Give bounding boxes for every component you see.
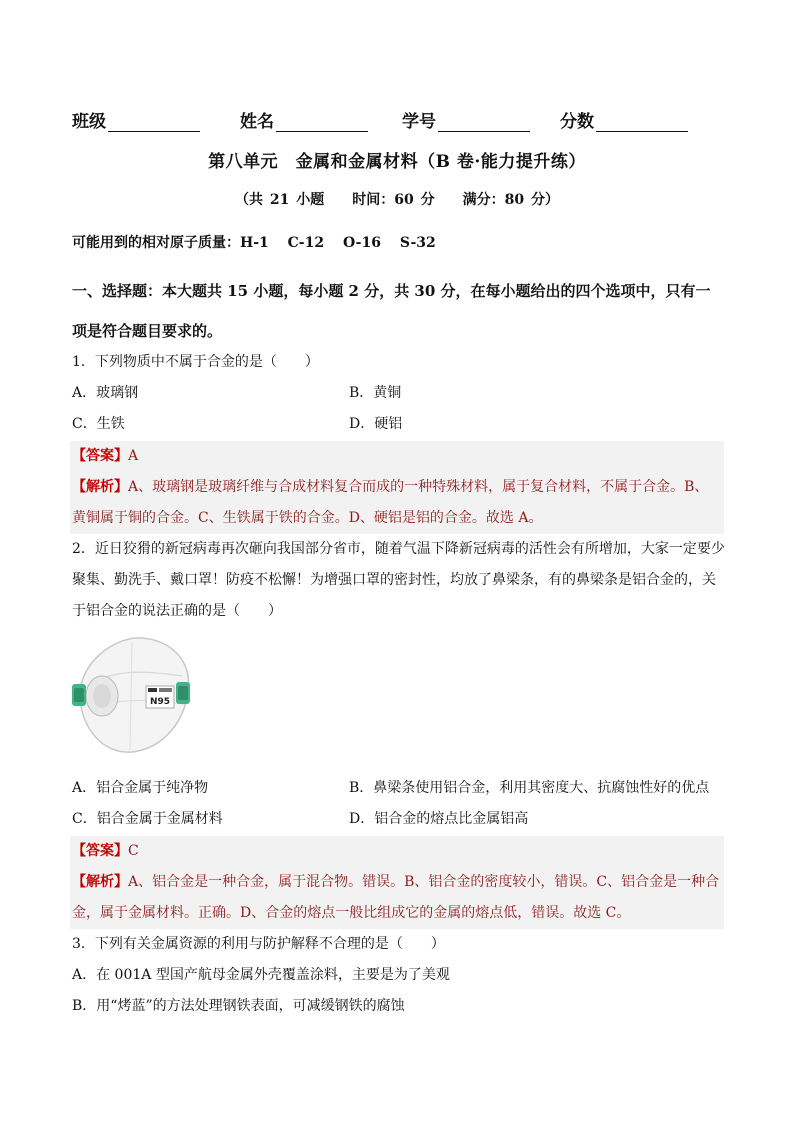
- student-id-label: 学号: [402, 112, 436, 132]
- answer-box-1: [70, 441, 724, 534]
- answer-value: A: [128, 448, 139, 464]
- option-a[interactable]: A．铝合金属于纯净物: [72, 780, 209, 796]
- option-b[interactable]: B．黄铜: [349, 385, 402, 401]
- exam-info: （共 21 小题 时间：60 分 满分：80 分）: [235, 192, 559, 208]
- option-row: [72, 804, 724, 835]
- option-c[interactable]: C．铝合金属于金属材料: [72, 811, 223, 827]
- option-row: [72, 378, 724, 409]
- answer-line: [70, 836, 724, 867]
- student-id-blank[interactable]: [438, 113, 530, 132]
- answer-tag: 【答案】: [72, 843, 128, 859]
- analysis-tag: 【解析】: [72, 874, 128, 890]
- atomic-masses: 可能用到的相对原子质量：H-1 C-12 O-16 S-32: [72, 235, 436, 251]
- name-label: 姓名: [240, 112, 274, 132]
- page-title: 第八单元 金属和金属材料（B 卷·能力提升练）: [208, 152, 586, 172]
- answer-value: C: [128, 843, 139, 859]
- question-stem-line: 于铝合金的说法正确的是（ ）: [72, 603, 282, 619]
- question-stem-line: 聚集、勤洗手、戴口罩！防疫不松懈！为增强口罩的密封性，均放了鼻梁条，有的鼻梁条是铝合金的，关: [72, 572, 716, 588]
- option-b[interactable]: B．鼻梁条使用铝合金，利用其密度大、抗腐蚀性好的优点: [349, 780, 710, 796]
- option-d[interactable]: D．铝合金的熔点比金属铝高: [349, 811, 529, 827]
- question-stem: 3．下列有关金属资源的利用与防护解释不合理的是（ ）: [72, 936, 445, 952]
- option-d[interactable]: D．硬铝: [349, 416, 403, 432]
- section-heading: 一、选择题：本大题共 15 小题，每小题 2 分，共 30 分，在每小题给出的四个选项中，只有一项是符合题目要求的。: [72, 282, 711, 340]
- class-label: 班级: [72, 112, 106, 132]
- question-1: [72, 347, 724, 440]
- question-2-options: [72, 773, 724, 835]
- mask-label-text: N95: [149, 697, 171, 707]
- analysis-body: A、铝合金是一种合金，属于混合物。错误。B、铝合金的密度较小，错误。C、铝合金是一种合金，属于金属材料。正确。D、合金的熔点一般比组成它的金属的熔点低，错误。故选 C。: [72, 874, 720, 921]
- question-3: [72, 929, 724, 1022]
- analysis-text: [70, 472, 724, 534]
- option-b[interactable]: B．用“烤蓝”的方法处理钢铁表面，可减缓钢铁的腐蚀: [72, 998, 405, 1014]
- option-row: [72, 773, 724, 804]
- option-a[interactable]: A．在 001A 型国产航母金属外壳覆盖涂料，主要是为了美观: [72, 967, 450, 983]
- name-blank[interactable]: [276, 113, 368, 132]
- question-2: [72, 534, 724, 627]
- score-blank[interactable]: [596, 113, 688, 132]
- analysis-tag: 【解析】: [72, 479, 128, 495]
- answer-tag: 【答案】: [72, 448, 128, 464]
- answer-line: [70, 441, 724, 472]
- question-stem-line: 2．近日狡猾的新冠病毒再次砸向我国部分省市，随着气温下降新冠病毒的活性会有所增加，大家一定要少: [72, 541, 725, 557]
- option-row: [72, 409, 724, 440]
- option-a[interactable]: A．玻璃钢: [72, 385, 139, 401]
- analysis-text: [70, 867, 724, 929]
- n95-mask-image: [70, 628, 200, 760]
- score-label: 分数: [560, 112, 594, 132]
- question-stem: 1．下列物质中不属于合金的是（ ）: [72, 354, 319, 370]
- analysis-body: A、玻璃钢是玻璃纤维与合成材料复合而成的一种特殊材料，属于复合材料，不属于合金。B、黄铜属于铜的合金。C、生铁属于铁的合金。D、硬铝是铝的合金。故选 A。: [72, 479, 709, 526]
- option-c[interactable]: C．生铁: [72, 416, 125, 432]
- class-field[interactable]: [72, 107, 200, 132]
- class-blank[interactable]: [108, 113, 200, 132]
- student-info-row: [72, 107, 732, 131]
- student-id-field[interactable]: [402, 107, 530, 132]
- name-field[interactable]: [240, 107, 368, 132]
- answer-box-2: [70, 836, 724, 929]
- score-field[interactable]: [560, 107, 688, 132]
